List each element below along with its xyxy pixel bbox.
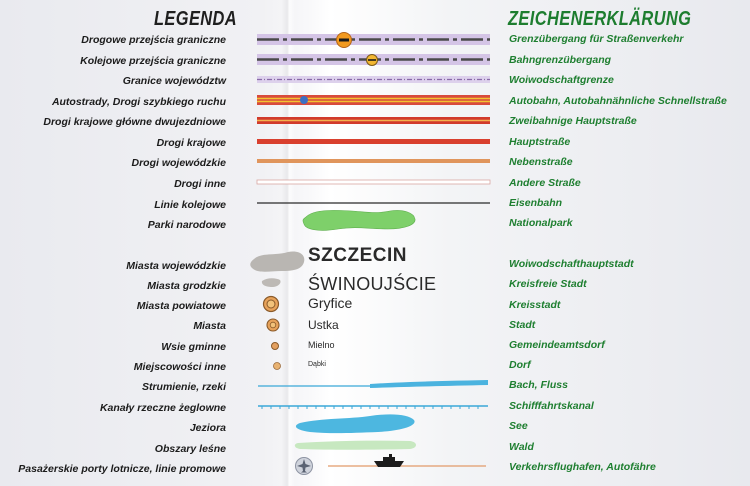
sample-name-other-village: Dąbki — [308, 361, 326, 368]
symbol-navigable-canal — [258, 406, 488, 409]
symbol-motorway — [257, 95, 490, 105]
label-de-national-roads: Hauptstraße — [509, 136, 571, 148]
label-pl-commune-villages: Wsie gminne — [161, 341, 226, 353]
label-pl-national-parks: Parki narodowe — [147, 219, 226, 231]
label-de-commune-villages: Gemeindeamtsdorf — [509, 339, 605, 351]
symbol-other-road — [257, 180, 490, 184]
label-de-road-border-crossing: Grenzübergang für Straßenverkehr — [509, 33, 684, 45]
legend-title-german: ZEICHENERKLÄRUNG — [508, 8, 692, 30]
symbol-town — [267, 319, 279, 331]
symbol-national-road — [257, 139, 490, 144]
ferry-icon — [374, 454, 404, 467]
label-pl-towns: Miasta — [193, 320, 226, 332]
symbol-other-village — [274, 363, 281, 370]
symbol-voivodeship-border — [257, 76, 490, 83]
symbol-voivodeship-city — [250, 251, 304, 271]
label-de-voivodeship-cities: Woiwodschafthauptstadt — [509, 258, 634, 270]
symbol-commune-village — [272, 343, 279, 350]
symbol-county-town — [264, 297, 279, 312]
label-pl-national-roads: Drogi krajowe — [156, 137, 226, 149]
label-pl-regional-roads: Drogi wojewódzkie — [131, 157, 226, 169]
label-de-city-counties: Kreisfreie Stadt — [509, 278, 587, 290]
label-pl-voivodeship-cities: Miasta wojewódzkie — [126, 260, 226, 272]
border-crossing-rail-icon — [367, 55, 378, 66]
label-pl-city-counties: Miasta grodzkie — [147, 280, 226, 292]
border-crossing-road-icon — [337, 33, 352, 48]
symbol-lake — [296, 414, 415, 433]
label-pl-road-border-crossing: Drogowe przejścia graniczne — [81, 34, 226, 46]
label-de-railways: Eisenbahn — [509, 197, 563, 209]
label-pl-airports-ferries: Pasażerskie porty lotnicze, linie promowe — [18, 463, 226, 475]
airport-icon — [296, 458, 313, 475]
symbol-dual-carriageway — [257, 117, 490, 124]
label-de-national-parks: Nationalpark — [509, 217, 573, 229]
label-de-voivodeship-border: Woiwodschaftgrenze — [509, 74, 614, 86]
label-de-rail-border-crossing: Bahngrenzübergang — [509, 54, 612, 66]
label-de-forests: Wald — [509, 441, 534, 453]
label-de-regional-roads: Nebenstraße — [509, 156, 573, 168]
label-de-towns: Stadt — [509, 319, 536, 331]
sample-name-commune-village: Mielno — [308, 340, 335, 350]
legend-title-polish: LEGENDA — [154, 8, 238, 30]
label-pl-railways: Linie kolejowe — [154, 199, 226, 211]
label-de-navigable-canals: Schifffahrtskanal — [509, 400, 594, 412]
sample-name-county-town: Gryfice — [308, 295, 353, 311]
label-pl-lakes: Jeziora — [189, 422, 226, 434]
sample-name-town: Ustka — [308, 318, 339, 332]
symbol-forest — [295, 441, 416, 450]
motorway-junction-icon — [300, 96, 308, 104]
label-pl-county-towns: Miasta powiatowe — [136, 300, 226, 312]
label-pl-forests: Obszary leśne — [154, 443, 226, 455]
sample-name-city-county: ŚWINOUJŚCIE — [308, 274, 437, 294]
label-de-other-places: Dorf — [509, 359, 531, 371]
label-de-airports-ferries: Verkehrsflughafen, Autofähre — [509, 461, 656, 473]
symbol-national-park — [303, 210, 415, 230]
label-pl-other-roads: Drogi inne — [174, 178, 226, 190]
symbol-road-border-crossing — [257, 33, 490, 48]
label-pl-voivodeship-border: Granice województw — [122, 75, 226, 87]
label-de-dual-carriageway: Zweibahnige Hauptstraße — [509, 115, 637, 127]
sample-name-voivodeship-city: SZCZECIN — [308, 245, 407, 266]
label-de-streams-rivers: Bach, Fluss — [509, 379, 568, 391]
label-de-lakes: See — [509, 420, 528, 432]
symbol-regional-road — [257, 159, 490, 163]
label-de-motorways: Autobahn, Autobahnähnliche Schnellstraße — [509, 95, 727, 107]
symbol-city-county — [262, 278, 281, 287]
label-de-county-towns: Kreisstadt — [509, 299, 561, 311]
symbol-streams-rivers — [258, 380, 488, 388]
label-pl-navigable-canals: Kanały rzeczne żeglowne — [99, 402, 226, 414]
label-pl-rail-border-crossing: Kolejowe przejścia graniczne — [80, 55, 226, 67]
label-pl-other-places: Miejscowości inne — [133, 361, 226, 373]
label-de-other-roads: Andere Straße — [509, 177, 581, 189]
label-pl-dual-carriageway: Drogi krajowe główne dwujezdniowe — [43, 116, 226, 128]
symbol-rail-border-crossing — [257, 54, 490, 66]
label-pl-streams-rivers: Strumienie, rzeki — [141, 381, 226, 393]
label-pl-motorways: Autostrady, Drogi szybkiego ruchu — [51, 96, 226, 108]
symbol-ferry-line — [328, 454, 486, 467]
